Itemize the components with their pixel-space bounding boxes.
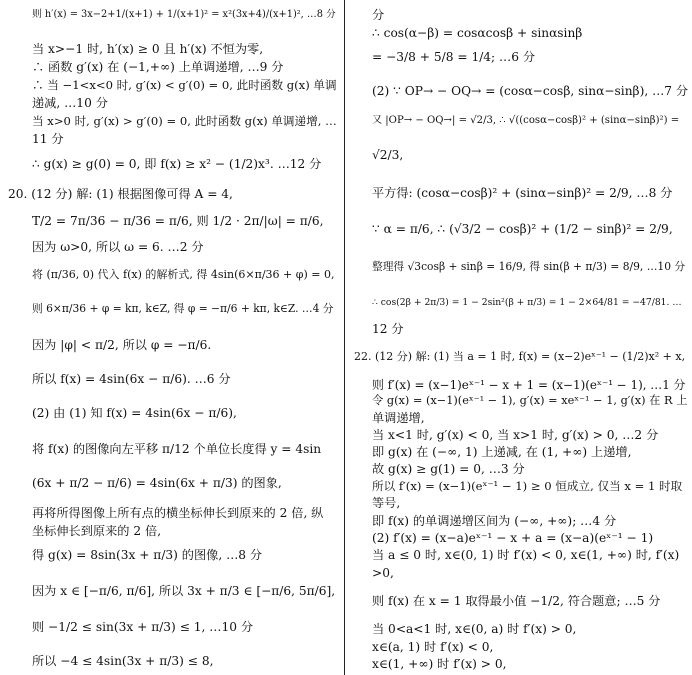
text-line: 当 0<a<1 时, x∈(0, a) 时 f′(x) > 0, (372, 622, 577, 636)
text-line: (2) f′(x) = (x−a)eˣ⁻¹ − x + a = (x−a)(eˣ⁻¹ − 1) (372, 531, 654, 545)
text-line: 则 f′(x) = (x−1)eˣ⁻¹ − x + 1 = (x−1)(eˣ⁻¹ − 1), …1 分 (372, 378, 686, 392)
text-line: ∴ 当 −1<x<0 时, g′(x) < g′(0) = 0, 此时函数 g(x) 单调 (32, 78, 337, 92)
text-line: 所以 −4 ≤ 4sin(3x + π/3) ≤ 8, (32, 654, 214, 668)
text-line: 则 f(x) 在 x = 1 取得最小值 −1/2, 符合题意; …5 分 (372, 594, 661, 608)
column-divider (344, 0, 345, 675)
text-line: 等号, (372, 496, 401, 510)
text-line: 12 分 (372, 322, 404, 336)
text-line: 则 −1/2 ≤ sin(3x + π/3) ≤ 1, …10 分 (32, 620, 254, 634)
text-line: 当 x>−1 时, h′(x) ≥ 0 且 h′(x) 不恒为零, (32, 42, 264, 56)
text-line: 整理得 √3cosβ + sinβ = 16/9, 得 sin(β + π/3) = 8/9, …10 分 (372, 260, 686, 273)
text-line: = −3/8 + 5/8 = 1/4; …6 分 (372, 50, 536, 64)
text-line: 则 6×π/36 + φ = kπ, k∈Z, 得 φ = −π/6 + kπ, k∈Z. …4 分 (32, 302, 334, 315)
text-line: 当 a ≤ 0 时, x∈(0, 1) 时 f′(x) < 0, x∈(1, +∞) 时, f′(x) (372, 548, 680, 562)
text-line: 平方得: (cosα−cosβ)² + (sinα−sinβ)² = 2/9, …8 分 (372, 186, 673, 200)
text-line: 得 g(x) = 8sin(3x + π/3) 的图像, …8 分 (32, 548, 263, 562)
text-line: 故 g(x) ≥ g(1) = 0, …3 分 (372, 462, 525, 476)
text-line: ∴ g(x) ≥ g(0) = 0, 即 f(x) ≥ x² − (1/2)x³. …12 分 (32, 157, 322, 171)
text-line: 即 f(x) 的单调递增区间为 (−∞, +∞); …4 分 (372, 514, 617, 528)
text-line: T/2 = 7π/36 − π/36 = π/6, 则 1/2 · 2π/|ω| = π/6, (32, 214, 324, 228)
text-line: 坐标伸长到原来的 2 倍, (32, 524, 162, 538)
left-column (0, 0, 343, 675)
text-line: 又 |OP→ − OQ→| = √2/3, ∴ √((cosα−cosβ)² + (sinα−sinβ)²) = (372, 115, 680, 126)
text-line: (2) ∵ OP→ − OQ→ = (cosα−cosβ, sinα−sinβ), …7 分 (372, 84, 689, 98)
text-line: (6x + π/2 − π/6) = 4sin(6x + π/3) 的图象, (32, 476, 282, 490)
text-line: 当 x<1 时, g′(x) < 0, 当 x>1 时, g′(x) > 0, …2 分 (372, 428, 659, 442)
text-line: 11 分 (32, 132, 64, 146)
text-line: 再将所得图像上所有点的横坐标伸长到原来的 2 倍, 纵 (32, 506, 324, 520)
text-line: 即 g(x) 在 (−∞, 1) 上递减, 在 (1, +∞) 上递增, (372, 445, 632, 459)
text-line: 因为 x ∈ [−π/6, π/6], 所以 3x + π/3 ∈ [−π/6, 5π/6], (32, 584, 336, 598)
text-line: 递减, …10 分 (32, 96, 108, 110)
text-line: ∴ cos(2β + 2π/3) = 1 − 2sin²(β + π/3) = 1 − 2×64/81 = −47/81. … (372, 297, 682, 308)
text-line: 所以 f(x) = 4sin(6x − π/6). …6 分 (32, 372, 231, 386)
text-line: x∈(a, 1) 时 f′(x) < 0, (372, 640, 494, 654)
text-line: 所以 f′(x) = (x−1)(eˣ⁻¹ − 1) ≥ 0 恒成立, 仅当 x = 1 时取 (372, 479, 683, 493)
text-line: ∵ α = π/6, ∴ (√3/2 − cosβ)² + (1/2 − sinβ)² = 2/9, (372, 222, 673, 236)
text-line: 则 h′(x) = 3x−2+1/(x+1) + 1/(x+1)² = x²(3x+4)/(x+1)², …8 分 (32, 9, 336, 20)
text-line: 将 (π/36, 0) 代入 f(x) 的解析式, 得 4sin(6×π/36 + φ) = 0, (32, 268, 335, 281)
text-line: >0, (372, 566, 394, 580)
text-line: ∴ cos(α−β) = cosαcosβ + sinαsinβ (372, 26, 583, 40)
right-column (346, 0, 692, 675)
text-line: 单调递增, (372, 411, 425, 425)
text-line: 因为 ω>0, 所以 ω = 6. …2 分 (32, 240, 204, 254)
text-line: 20. (12 分) 解: (1) 根据图像可得 A = 4, (8, 187, 233, 201)
text-line: 22. (12 分) 解: (1) 当 a = 1 时, f(x) = (x−2)eˣ⁻¹ − (1/2)x² + x, (354, 350, 686, 363)
text-line: 将 f(x) 的图像向左平移 π/12 个单位长度得 y = 4sin (32, 442, 322, 456)
text-line: ∴ 函数 g′(x) 在 (−1,+∞) 上单调递增, …9 分 (32, 60, 284, 74)
text-line: 因为 |φ| < π/2, 所以 φ = −π/6. (32, 338, 212, 352)
text-line: x∈(1, +∞) 时 f′(x) > 0, (372, 657, 507, 671)
text-line: 当 x>0 时, g′(x) > g′(0) = 0, 此时函数 g(x) 单调递增, … (32, 114, 337, 128)
text-line: 令 g(x) = (x−1)(eˣ⁻¹ − 1), g′(x) = xeˣ⁻¹ − 1, g′(x) 在 R 上 (372, 394, 688, 407)
text-line: (2) 由 (1) 知 f(x) = 4sin(6x − π/6), (32, 406, 237, 420)
text-line: √2/3, (372, 148, 404, 162)
text-line: 分 (372, 8, 385, 22)
